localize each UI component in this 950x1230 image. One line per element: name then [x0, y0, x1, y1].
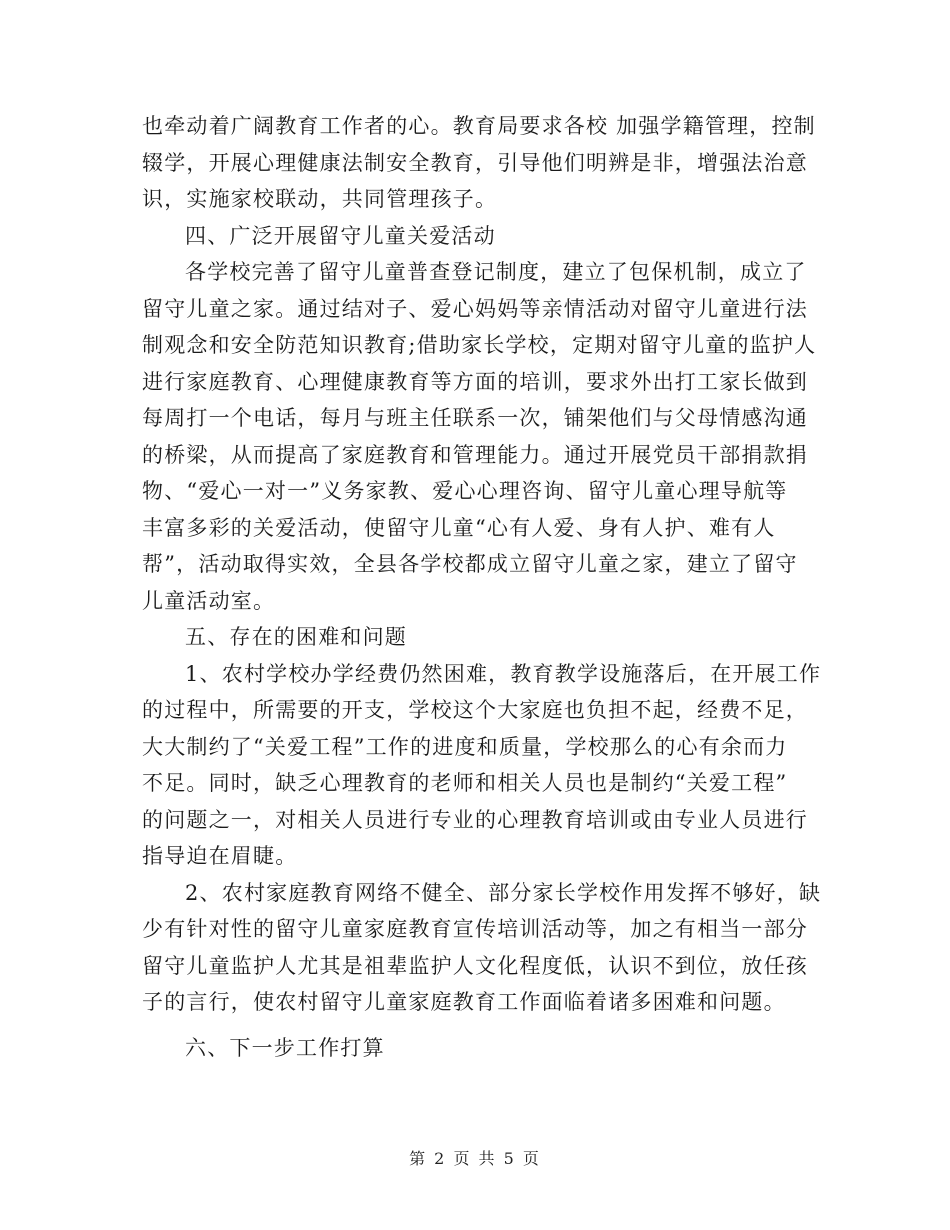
- body-line: 2、农村家庭教育网络不健全、部分家长学校作用发挥不够好，缺: [185, 880, 822, 905]
- body-line: 的过程中，所需要的开支，学校这个大家庭也负担不起，经费不足，: [142, 698, 808, 722]
- body-line: 指导迫在眉睫。: [142, 844, 298, 868]
- section-heading-6: 六、下一步工作打算: [185, 1035, 385, 1060]
- body-line: 子的言行，使农村留守儿童家庭教育工作面临着诸多困难和问题。: [142, 990, 786, 1014]
- body-line: 留守儿童监护人尤其是祖辈监护人文化程度低，认识不到位，放任孩: [142, 953, 808, 978]
- body-line: 也牵动着广阔教育工作者的心。教育局要求各校 加强学籍管理，控制: [142, 114, 816, 138]
- section-heading-4: 四、广泛开展留守儿童关爱活动: [185, 223, 496, 248]
- document-body: [142, 108, 822, 1066]
- section-heading-5: 五、存在的困难和问题: [185, 625, 407, 649]
- body-line: 的问题之一，对相关人员进行专业的心理教育培训或由专业人员进行: [142, 807, 808, 832]
- paragraph-gap: [142, 1021, 812, 1030]
- body-line: 制观念和安全防范知识教育;借助家长学校，定期对留守儿童的监护人: [142, 333, 817, 357]
- page-number: 第 2 页 共 5 页: [409, 1149, 541, 1168]
- body-line: 少有针对性的留守儿童家庭教育宣传培训活动等，加之有相当一部分: [142, 917, 808, 941]
- body-line: 帮”，活动取得实效，全县各学校都成立留守儿童之家，建立了留守: [142, 552, 798, 576]
- body-line: 每周打一个电话，每月与班主任联系一次，铺架他们与父母情感沟通: [142, 406, 808, 430]
- body-line: 物、“爱心一对一”义务家教、爱心心理咨询、留守儿童心理导航等: [142, 479, 788, 503]
- body-line: 1、农村学校办学经费仍然困难，教育教学设施落后，在开展工作: [185, 661, 822, 686]
- body-line: 识，实施家校联动，共同管理孩子。: [142, 187, 498, 211]
- body-line: 进行家庭教育、心理健康教育等方面的培训，要求外出打工家长做到: [142, 369, 808, 394]
- body-line: 丰富多彩的关爱活动，使留守儿童“心有人爱、身有人护、难有人: [142, 515, 776, 540]
- body-line: 儿童活动室。: [142, 588, 276, 613]
- body-line: 辍学，开展心理健康法制安全教育，引导他们明辨是非，增强法治意: [142, 150, 808, 175]
- body-line: 不足。同时，缺乏心理教育的老师和相关人员也是制约“关爱工程”: [142, 771, 788, 795]
- body-line: 的桥梁，从而提高了家庭教育和管理能力。通过开展党员干部捐款捐: [142, 442, 808, 467]
- body-line: 各学校完善了留守儿童普查登记制度，建立了包保机制，成立了: [185, 260, 807, 284]
- body-line: 留守儿童之家。通过结对子、爱心妈妈等亲情活动对留守儿童进行法: [142, 296, 808, 321]
- body-line: 大大制约了“关爱工程”工作的进度和质量，学校那么的心有余而力: [142, 734, 788, 759]
